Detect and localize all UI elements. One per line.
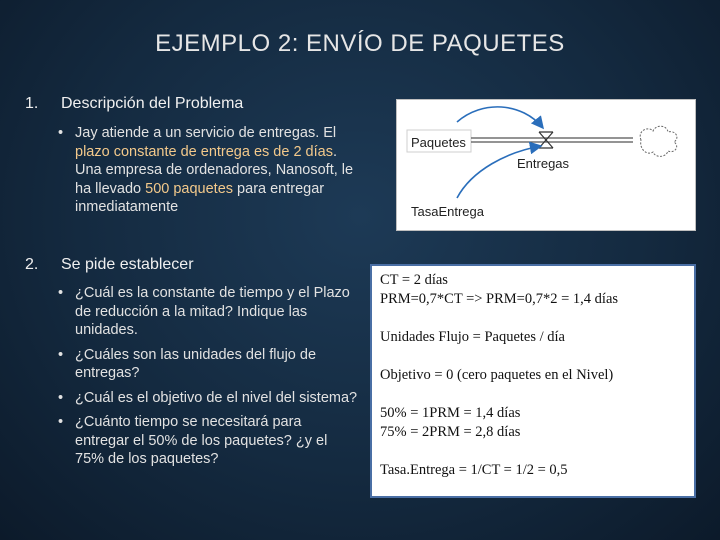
flow-label: Entregas (517, 156, 570, 171)
question-item: • ¿Cuál es la constante de tiempo y el Plazo de reducción a la mitad? Indique las unidades. (58, 284, 358, 340)
valve-icon (539, 132, 553, 148)
section-1-heading (25, 95, 365, 115)
section-1-title: Descripción del Problema (61, 95, 244, 112)
answer-line: Tasa.Entrega = 1/CT = 1/2 = 0,5 (380, 462, 568, 478)
answer-line: CT = 2 días (380, 272, 448, 288)
problem-description (58, 124, 363, 217)
answers-box (370, 264, 696, 498)
section-2-bullets (58, 284, 358, 475)
answer-line: Objetivo = 0 (cero paquetes en el Nivel) (380, 367, 614, 383)
answer-line: 50% = 1PRM = 1,4 días (380, 405, 521, 421)
section-2-title: Se pide establecer (61, 256, 194, 273)
diagram-svg (397, 100, 695, 230)
stock-label: Paquetes (411, 135, 466, 150)
slide-title: EJEMPLO 2: ENVÍO DE PAQUETES (155, 30, 565, 57)
answer-line: Unidades Flujo = Paquetes / día (380, 329, 565, 345)
section-2-heading (25, 256, 365, 276)
question-item: • ¿Cuáles son las unidades del flujo de entregas? (58, 346, 358, 383)
spacer (380, 442, 686, 461)
answer-line: PRM=0,7*CT => PRM=0,7*2 = 1,4 días (380, 291, 619, 307)
desc-text-3: para entregar inmediatamente (75, 180, 325, 215)
spacer (380, 385, 686, 404)
section-2-number: 2. (25, 256, 39, 273)
spacer (380, 347, 686, 366)
section-1-number: 1. (25, 95, 39, 112)
stock-flow-diagram (396, 99, 696, 231)
desc-text-1: Jay atiende a un servicio de entregas. El (75, 125, 337, 141)
question-item: • ¿Cuánto tiempo se necesitará para entregar el 50% de los paquetes? ¿y el 75% de los paquetes? (58, 413, 358, 469)
desc-text-2: . Una empresa de ordenadores, Nanosoft, le ha llevado (75, 143, 354, 197)
desc-highlight-paquetes: 500 paquetes (145, 180, 234, 197)
aux-label: TasaEntrega (411, 204, 484, 219)
stock-to-flow-arrow (457, 107, 543, 128)
spacer (380, 309, 686, 328)
answer-line: 75% = 2PRM = 2,8 días (380, 424, 521, 440)
cloud-icon (640, 126, 677, 156)
aux-to-flow-arrow (457, 146, 541, 198)
section-1-bullets (58, 124, 363, 223)
question-item: • ¿Cuál es el objetivo de el nivel del sistema? (58, 389, 358, 408)
desc-highlight-plazo: plazo constante de entrega es de 2 días (75, 143, 333, 160)
